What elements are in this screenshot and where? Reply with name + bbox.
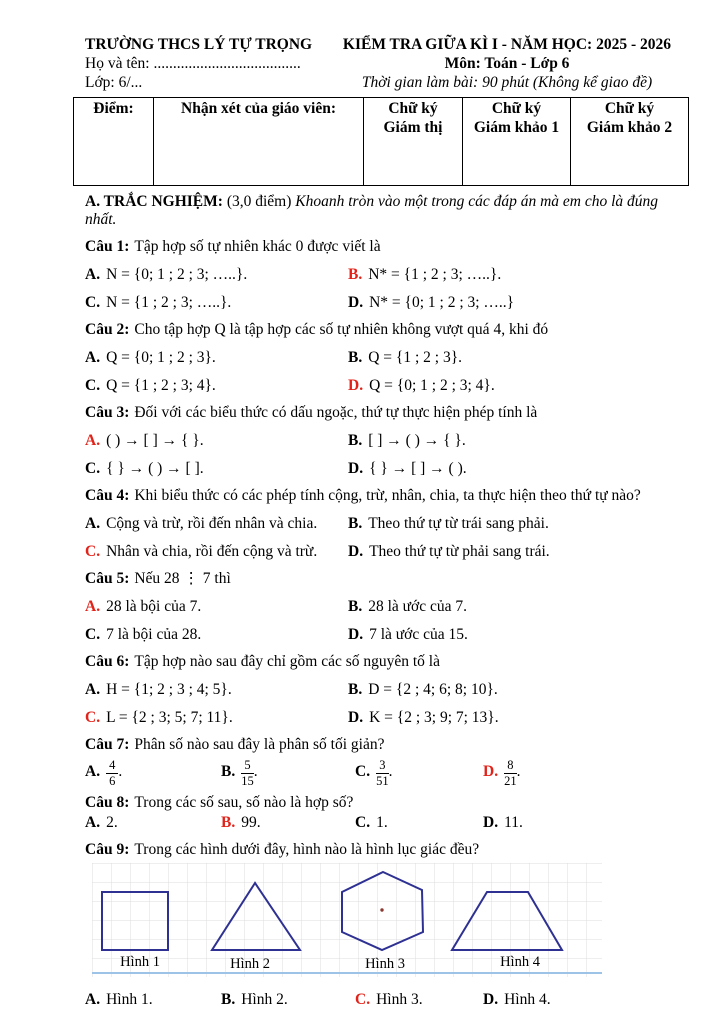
figure-4-label: Hình 4 bbox=[500, 954, 540, 970]
question-1-number: Câu 1: bbox=[85, 238, 130, 255]
option-b-letter: B. bbox=[348, 598, 363, 615]
option-b-letter: B. bbox=[221, 814, 236, 831]
option-b-letter: B. bbox=[348, 515, 363, 532]
option-d-letter: D. bbox=[483, 763, 499, 780]
option-c-text: Hình 3. bbox=[376, 991, 423, 1008]
option-b-letter: B. bbox=[348, 349, 363, 366]
option-a-letter: A. bbox=[85, 515, 101, 532]
fraction bbox=[376, 759, 389, 788]
option-b-text: 28 là ước của 7. bbox=[368, 598, 468, 615]
examiner1-label: Giám khảo 1 bbox=[473, 119, 560, 136]
option-a-letter: A. bbox=[85, 598, 101, 615]
option-c-text: N = {1 ; 2 ; 3; …..}. bbox=[106, 294, 232, 311]
option-d-text: Q = {0; 1 ; 2 ; 3; 4}. bbox=[369, 377, 495, 394]
option-d-text: 7 là ước của 15. bbox=[369, 626, 468, 643]
option-d bbox=[348, 709, 499, 727]
option-c-letter: C. bbox=[355, 763, 371, 780]
question-1-text: Tập hợp số tự nhiên khác 0 được viết là bbox=[134, 238, 381, 255]
question-4-text: Khi biểu thức có các phép tính cộng, trừ, nhân, chia, ta thực hiện theo thứ tự nào? bbox=[134, 487, 641, 504]
option-c-letter: C. bbox=[85, 709, 101, 726]
option-c bbox=[85, 543, 348, 561]
question-4-number: Câu 4: bbox=[85, 487, 130, 504]
option-c-letter: C. bbox=[355, 814, 371, 831]
option-c-letter: C. bbox=[85, 377, 101, 394]
section-a-heading bbox=[85, 193, 675, 229]
option-d-text: Hình 4. bbox=[504, 991, 551, 1008]
question-2-text: Cho tập hợp Q là tập hợp các số tự nhiên không vượt quá 4, khi đó bbox=[134, 321, 549, 338]
question-8-number: Câu 8: bbox=[85, 794, 130, 811]
option-c bbox=[85, 377, 348, 395]
option-b-text: D = {2 ; 4; 6; 8; 10}. bbox=[368, 681, 498, 698]
question-1-options-row-1 bbox=[85, 266, 724, 284]
option-c-letter: C. bbox=[355, 991, 371, 1008]
option-a-letter: A. bbox=[85, 763, 101, 780]
question-2-options-row-2 bbox=[85, 377, 724, 395]
grade-table-row bbox=[74, 98, 689, 186]
option-d-text: N* = {0; 1 ; 2 ; 3; …..} bbox=[369, 294, 515, 311]
question-4-options-row-2 bbox=[85, 543, 724, 561]
option-a-letter: A. bbox=[85, 681, 101, 698]
option-d bbox=[348, 377, 495, 395]
option-b-suffix: . bbox=[253, 763, 258, 780]
option-b bbox=[348, 598, 467, 616]
option-b-text: Theo thứ tự từ trái sang phải. bbox=[368, 515, 549, 532]
signature-label: Chữ ký bbox=[491, 100, 542, 117]
option-d bbox=[483, 759, 520, 788]
option-a bbox=[85, 349, 348, 367]
score-label: Điểm: bbox=[93, 100, 134, 117]
option-c bbox=[355, 814, 483, 832]
option-a-suffix: . bbox=[118, 763, 123, 780]
question-5-text: Nếu 28 ⋮ 7 thì bbox=[134, 570, 231, 587]
option-a-letter: A. bbox=[85, 266, 101, 283]
exam-title: KIỂM TRA GIỮA KÌ I - NĂM HỌC: 2025 - 2026 bbox=[342, 36, 671, 53]
option-a-text: ( ) → [ ] → { }. bbox=[106, 432, 204, 449]
option-c-suffix: . bbox=[388, 763, 393, 780]
proctor-label: Giám thị bbox=[383, 119, 443, 136]
option-d-letter: D. bbox=[483, 991, 499, 1008]
option-c-letter: C. bbox=[85, 460, 101, 477]
fraction bbox=[241, 759, 254, 788]
figure-2-label: Hình 2 bbox=[230, 956, 270, 972]
question-3-options-row-1 bbox=[85, 432, 724, 450]
question-5-number: Câu 5: bbox=[85, 570, 130, 587]
shapes-figure bbox=[92, 863, 602, 977]
option-a bbox=[85, 681, 348, 699]
question-4-stem bbox=[85, 487, 724, 505]
examiner2-label: Giám khảo 2 bbox=[586, 119, 673, 136]
question-9-stem bbox=[85, 841, 724, 859]
option-d-letter: D. bbox=[348, 460, 364, 477]
option-c-text: Nhân và chia, rồi đến cộng và trừ. bbox=[106, 543, 318, 560]
option-c-text: L = {2 ; 3; 5; 7; 11}. bbox=[106, 709, 233, 726]
examiner2-signature-cell bbox=[571, 98, 689, 186]
question-6-options-row-2 bbox=[85, 709, 724, 727]
option-b bbox=[221, 759, 355, 788]
question-6-options-row-1 bbox=[85, 681, 724, 699]
class-line: Lớp: 6/... bbox=[85, 74, 143, 91]
option-a-text: 28 là bội của 7. bbox=[106, 598, 202, 615]
option-a-text: Hình 1. bbox=[106, 991, 153, 1008]
fraction-numerator: 4 bbox=[106, 759, 118, 774]
examiner1-signature-cell bbox=[463, 98, 571, 186]
figure-1-label: Hình 1 bbox=[120, 954, 160, 970]
fraction-denominator: 21 bbox=[504, 774, 517, 788]
section-a-points: (3,0 điểm) bbox=[226, 193, 292, 210]
option-a bbox=[85, 598, 348, 616]
option-b-text: [ ] → ( ) → { }. bbox=[368, 432, 466, 449]
fraction bbox=[504, 759, 517, 788]
option-a-text: 2. bbox=[106, 814, 118, 831]
fraction-denominator: 15 bbox=[241, 774, 254, 788]
hexagon-center-dot bbox=[380, 908, 383, 911]
option-d-text: { } → [ ] → ( ). bbox=[369, 460, 467, 477]
section-a-instruction: Khoanh tròn vào một trong các đáp án mà em cho là đúng nhất. bbox=[85, 193, 659, 228]
option-d-letter: D. bbox=[348, 294, 364, 311]
question-9-text: Trong các hình dưới đây, hình nào là hình lục giác đều? bbox=[134, 841, 480, 858]
option-a-text: H = {1; 2 ; 3 ; 4; 5}. bbox=[106, 681, 232, 698]
option-a-text: Q = {0; 1 ; 2 ; 3}. bbox=[106, 349, 216, 366]
grade-table bbox=[73, 97, 689, 186]
subject-line: Môn: Toán - Lớp 6 bbox=[444, 55, 570, 72]
option-d-letter: D. bbox=[348, 626, 364, 643]
question-9-options-row bbox=[85, 991, 724, 1009]
question-7-text: Phân số nào sau đây là phân số tối giản? bbox=[134, 736, 385, 753]
school-name: TRƯỜNG THCS LÝ TỰ TRỌNG bbox=[85, 36, 313, 53]
question-7-options-row bbox=[85, 759, 724, 788]
option-c bbox=[85, 709, 348, 727]
question-7-stem bbox=[85, 736, 724, 754]
option-b-text: Hình 2. bbox=[241, 991, 288, 1008]
section-a-label: A. TRẮC NGHIỆM: bbox=[85, 193, 223, 210]
option-b-text: N* = {1 ; 2 ; 3; …..}. bbox=[368, 266, 502, 283]
question-1-stem bbox=[85, 238, 724, 256]
option-a bbox=[85, 515, 348, 533]
option-b bbox=[221, 814, 355, 832]
question-3-number: Câu 3: bbox=[85, 404, 130, 421]
option-c-letter: C. bbox=[85, 626, 101, 643]
option-b bbox=[348, 515, 549, 533]
option-d bbox=[483, 814, 523, 832]
option-a-letter: A. bbox=[85, 814, 101, 831]
option-a-letter: A. bbox=[85, 349, 101, 366]
question-6-text: Tập hợp nào sau đây chỉ gồm các số nguyên tố là bbox=[134, 653, 440, 670]
option-b-text: Q = {1 ; 2 ; 3}. bbox=[368, 349, 463, 366]
option-c-text: 7 là bội của 28. bbox=[106, 626, 202, 643]
teacher-comment-label: Nhận xét của giáo viên: bbox=[181, 100, 336, 117]
option-d bbox=[483, 991, 551, 1009]
option-d-text: K = {2 ; 3; 9; 7; 13}. bbox=[369, 709, 499, 726]
option-d-letter: D. bbox=[483, 814, 499, 831]
proctor-signature-cell bbox=[364, 98, 463, 186]
signature-label: Chữ ký bbox=[388, 100, 438, 117]
option-b-letter: B. bbox=[348, 681, 363, 698]
option-c bbox=[85, 626, 348, 644]
option-c-letter: C. bbox=[85, 294, 101, 311]
option-c bbox=[85, 294, 348, 312]
option-a-text: Cộng và trừ, rồi đến nhân và chia. bbox=[106, 515, 318, 532]
question-6-number: Câu 6: bbox=[85, 653, 130, 670]
option-d-suffix: . bbox=[516, 763, 521, 780]
option-a bbox=[85, 814, 221, 832]
figure-3-label: Hình 3 bbox=[365, 956, 405, 972]
option-a bbox=[85, 759, 221, 788]
option-d-letter: D. bbox=[348, 709, 364, 726]
option-d-text: 11. bbox=[504, 814, 523, 831]
fraction-numerator: 3 bbox=[376, 759, 389, 774]
option-d-letter: D. bbox=[348, 377, 364, 394]
option-a bbox=[85, 432, 348, 450]
option-b-letter: B. bbox=[221, 763, 236, 780]
question-3-text: Đối với các biểu thức có dấu ngoặc, thứ tự thực hiện phép tính là bbox=[134, 404, 538, 421]
question-9-number: Câu 9: bbox=[85, 841, 130, 858]
question-8-stem bbox=[85, 794, 724, 812]
option-d-text: Theo thứ tự từ phải sang trái. bbox=[369, 543, 550, 560]
fraction bbox=[106, 759, 118, 788]
option-a bbox=[85, 991, 221, 1009]
duration-line: Thời gian làm bài: 90 phút (Không kể giao đề) bbox=[361, 74, 653, 91]
question-2-stem bbox=[85, 321, 724, 339]
option-b bbox=[348, 681, 498, 699]
fraction-numerator: 8 bbox=[504, 759, 517, 774]
signature-label: Chữ ký bbox=[604, 100, 655, 117]
option-d bbox=[348, 626, 468, 644]
fraction-denominator: 6 bbox=[109, 774, 116, 788]
option-b bbox=[348, 266, 501, 284]
option-b-text: 99. bbox=[241, 814, 261, 831]
option-c-text: { } → ( ) → [ ]. bbox=[106, 460, 204, 477]
question-8-text: Trong các số sau, số nào là hợp số? bbox=[134, 794, 354, 811]
option-b bbox=[348, 432, 466, 450]
question-8-options-row bbox=[85, 814, 724, 832]
option-a-text: N = {0; 1 ; 2 ; 3; …..}. bbox=[106, 266, 248, 283]
question-6-stem bbox=[85, 653, 724, 671]
question-4-options-row-1 bbox=[85, 515, 724, 533]
question-5-options-row-1 bbox=[85, 598, 724, 616]
option-a-letter: A. bbox=[85, 432, 101, 449]
page-header bbox=[0, 0, 724, 92]
fraction-denominator: 51 bbox=[376, 774, 389, 788]
option-c bbox=[355, 991, 483, 1009]
option-c bbox=[85, 460, 348, 478]
option-b bbox=[348, 349, 462, 367]
option-c bbox=[355, 759, 483, 788]
teacher-comment-cell bbox=[154, 98, 364, 186]
question-3-options-row-2 bbox=[85, 460, 724, 478]
score-cell bbox=[74, 98, 154, 186]
option-c-text: Q = {1 ; 2 ; 3; 4}. bbox=[106, 377, 216, 394]
question-5-stem bbox=[85, 570, 724, 588]
question-3-stem bbox=[85, 404, 724, 422]
option-c-text: 1. bbox=[376, 814, 388, 831]
question-7-number: Câu 7: bbox=[85, 736, 130, 753]
option-b-letter: B. bbox=[348, 432, 363, 449]
question-5-options-row-2 bbox=[85, 626, 724, 644]
option-b-letter: B. bbox=[348, 266, 363, 283]
option-b bbox=[221, 991, 355, 1009]
option-d bbox=[348, 543, 550, 561]
fraction-numerator: 5 bbox=[241, 759, 254, 774]
option-b-letter: B. bbox=[221, 991, 236, 1008]
question-1-options-row-2 bbox=[85, 294, 724, 312]
option-a-letter: A. bbox=[85, 991, 101, 1008]
option-c-letter: C. bbox=[85, 543, 101, 560]
student-name-line: Họ và tên: ...................................... bbox=[85, 55, 301, 72]
option-d bbox=[348, 460, 467, 478]
question-2-options-row-1 bbox=[85, 349, 724, 367]
option-d bbox=[348, 294, 514, 312]
question-2-number: Câu 2: bbox=[85, 321, 130, 338]
option-d-letter: D. bbox=[348, 543, 364, 560]
option-a bbox=[85, 266, 348, 284]
